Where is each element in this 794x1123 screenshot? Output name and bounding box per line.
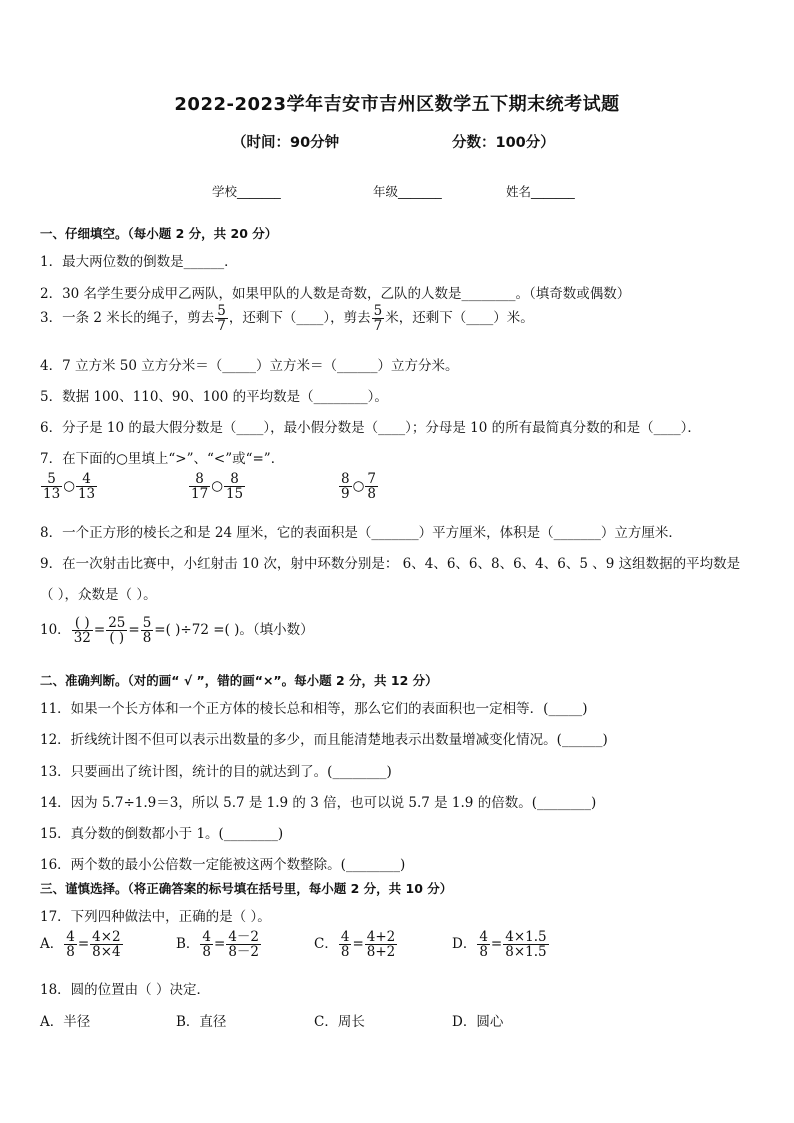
question-9-line-2: （ ），众数是（ ）。 <box>40 587 157 603</box>
numerator: 8 <box>224 472 245 487</box>
question-7: 7．在下面的○里填上“>”、“<”或“=”． <box>40 451 285 467</box>
fraction <box>76 472 97 501</box>
numerator: 4 <box>479 929 488 945</box>
fraction <box>106 616 127 645</box>
q7-compare-c <box>338 472 379 501</box>
question-3 <box>40 304 534 333</box>
q17-option-b <box>176 930 262 959</box>
fraction <box>226 930 261 959</box>
fraction <box>215 304 228 333</box>
q7-compare-b <box>188 472 246 501</box>
section-heading-2: 二、准确判断。（对的画“ √ ”，错的画“×”。每小题 2 分，共 12 分） <box>40 673 438 688</box>
equals-sign: = <box>352 936 364 953</box>
equals-sign: = <box>490 936 503 953</box>
denominator: 8－2 <box>228 944 260 961</box>
option-letter: A． <box>40 936 64 953</box>
denominator: 8+2 <box>366 944 396 961</box>
fraction <box>200 930 213 959</box>
fraction <box>339 472 352 501</box>
denominator: 15 <box>225 486 244 503</box>
numerator: 4 <box>76 472 97 487</box>
q18-option-b: B．直径 <box>176 1014 227 1030</box>
denominator: 17 <box>191 486 209 503</box>
numerator: 8 <box>341 471 350 487</box>
denominator: 32 <box>73 630 91 647</box>
denominator: 13 <box>43 486 61 503</box>
q3-text-c: 米，还剩下（____）米。 <box>385 310 534 327</box>
fraction <box>141 616 154 645</box>
question-2: 2．30 名学生要分成甲乙两队，如果甲队的人数是奇数，乙队的人数是________。（填奇数或偶数） <box>40 286 631 302</box>
question-13: 13．只要画出了统计图，统计的目的就达到了。(________) <box>40 764 392 780</box>
question-12: 12．折线统计图不但可以表示出数量的多少，而且能清楚地表示出数量增减变化情况。(______) <box>40 732 608 748</box>
question-1: 1．最大两位数的倒数是______． <box>40 254 238 270</box>
denominator: 7 <box>217 318 226 335</box>
denominator: 8 <box>142 630 152 647</box>
question-5: 5．数据 100、110、90、100 的平均数是（________）。 <box>40 389 388 405</box>
q18-option-a: A．半径 <box>40 1014 91 1030</box>
numerator: 4+2 <box>366 929 396 945</box>
q3-text-b: ，还剩下（____），剪去 <box>228 310 371 327</box>
fraction <box>339 930 352 959</box>
denominator: 7 <box>373 318 383 335</box>
numerator: 4 <box>340 929 350 945</box>
question-10 <box>40 616 314 645</box>
denominator: 8 <box>479 944 488 961</box>
question-number: 10． <box>40 622 71 639</box>
option-letter: B． <box>176 936 200 953</box>
name-field: 姓名_______ <box>506 184 575 199</box>
numerator: ( ) <box>72 616 93 631</box>
question-17: 17．下列四种做法中，正确的是（ ）。 <box>40 909 271 925</box>
question-18: 18．圆的位置由（ ）决定． <box>40 982 210 998</box>
denominator: 9 <box>341 486 350 503</box>
q3-text-a: 3．一条 2 米长的绳子，剪去 <box>40 310 215 327</box>
denominator: 8 <box>367 486 376 503</box>
numerator: 5 <box>142 615 152 631</box>
q17-option-c <box>314 930 398 959</box>
option-letter: D． <box>452 936 477 953</box>
q17-option-d <box>452 930 550 959</box>
option-letter: C． <box>314 936 338 953</box>
school-field: 学校_______ <box>212 184 281 199</box>
page-title: 2022-2023学年吉安市吉州区数学五下期末统考试题 <box>174 94 620 115</box>
question-11: 11．如果一个长方体和一个正方体的棱长总和相等，那么它们的表面积也一定相等．(_____) <box>40 701 588 717</box>
question-8: 8．一个正方形的棱长之和是 24 厘米，它的表面积是（_______）平方厘米，体积是（_______）立方厘米． <box>40 525 682 541</box>
fraction <box>224 472 245 501</box>
equals-sign: = <box>128 622 140 639</box>
denominator: 8×4 <box>92 944 121 961</box>
question-14: 14．因为 5.7÷1.9＝3，所以 5.7 是 1.9 的 3 倍，也可以说 5.7 是 1.9 的倍数。(________) <box>40 795 597 811</box>
q18-option-c: C．周长 <box>314 1014 365 1030</box>
fraction <box>477 930 490 959</box>
numerator: 25 <box>108 615 126 631</box>
numerator: 7 <box>367 471 376 487</box>
numerator: 4×1.5 <box>505 929 547 945</box>
denominator: 8×1.5 <box>505 944 547 961</box>
denominator: 8 <box>202 944 212 961</box>
question-6: 6．分子是 10 的最大假分数是（____），最小假分数是（____）；分母是 10 的所有最简真分数的和是（____）． <box>40 420 701 436</box>
q10-rest: =( )÷72 =( )。（填小数） <box>154 622 314 639</box>
q7-compare-a <box>40 472 98 501</box>
grade-field: 年级_______ <box>373 184 442 199</box>
section-heading-1: 一、仔细填空。（每小题 2 分，共 20 分） <box>40 226 278 241</box>
question-9-line-1: 9．在一次射击比赛中，小红射击 10 次，射中环数分别是： 6、4、6、6、8、6、4、6、5 、9 这组数据的平均数是 <box>40 556 741 572</box>
numerator: 8 <box>189 472 210 487</box>
question-15: 15．真分数的倒数都小于 1。(________) <box>40 826 284 842</box>
numerator: 5 <box>373 303 383 319</box>
fraction <box>90 930 123 959</box>
denominator: 8 <box>66 944 75 961</box>
fraction <box>189 472 210 501</box>
numerator: 4×2 <box>92 929 121 945</box>
fraction <box>503 930 548 959</box>
score-label: 分数：100分） <box>452 135 555 151</box>
question-4: 4．7 立方米 50 立方分米＝（_____）立方米＝（______）立方分米。 <box>40 358 459 374</box>
fraction <box>41 472 62 501</box>
denominator: 8 <box>340 944 350 961</box>
fraction <box>64 930 77 959</box>
circle-blank: ○ <box>63 478 75 495</box>
circle-blank: ○ <box>211 478 223 495</box>
q18-option-d: D．圆心 <box>452 1014 504 1030</box>
section-heading-3: 三、谨慎选择。（将正确答案的标号填在括号里，每小题 2 分，共 10 分） <box>40 881 453 896</box>
question-16: 16．两个数的最小公倍数一定能被这两个数整除。(________) <box>40 857 406 873</box>
fraction <box>372 304 385 333</box>
fraction <box>365 930 398 959</box>
equals-sign: = <box>214 936 226 953</box>
fraction <box>365 472 378 501</box>
student-info <box>0 182 794 200</box>
q17-option-a <box>40 930 124 959</box>
fraction <box>72 616 93 645</box>
numerator: 5 <box>217 303 226 319</box>
numerator: 5 <box>41 472 62 487</box>
circle-blank: ○ <box>352 478 365 495</box>
numerator: 4 <box>202 929 212 945</box>
time-label: （时间：90分钟 <box>232 135 340 151</box>
numerator: 4－2 <box>228 929 260 945</box>
denominator: 13 <box>77 486 96 503</box>
exam-subtitle <box>0 131 794 151</box>
equals-sign: = <box>77 936 90 953</box>
equals-sign: = <box>93 622 106 639</box>
denominator: ( ) <box>109 630 125 647</box>
numerator: 4 <box>66 929 75 945</box>
